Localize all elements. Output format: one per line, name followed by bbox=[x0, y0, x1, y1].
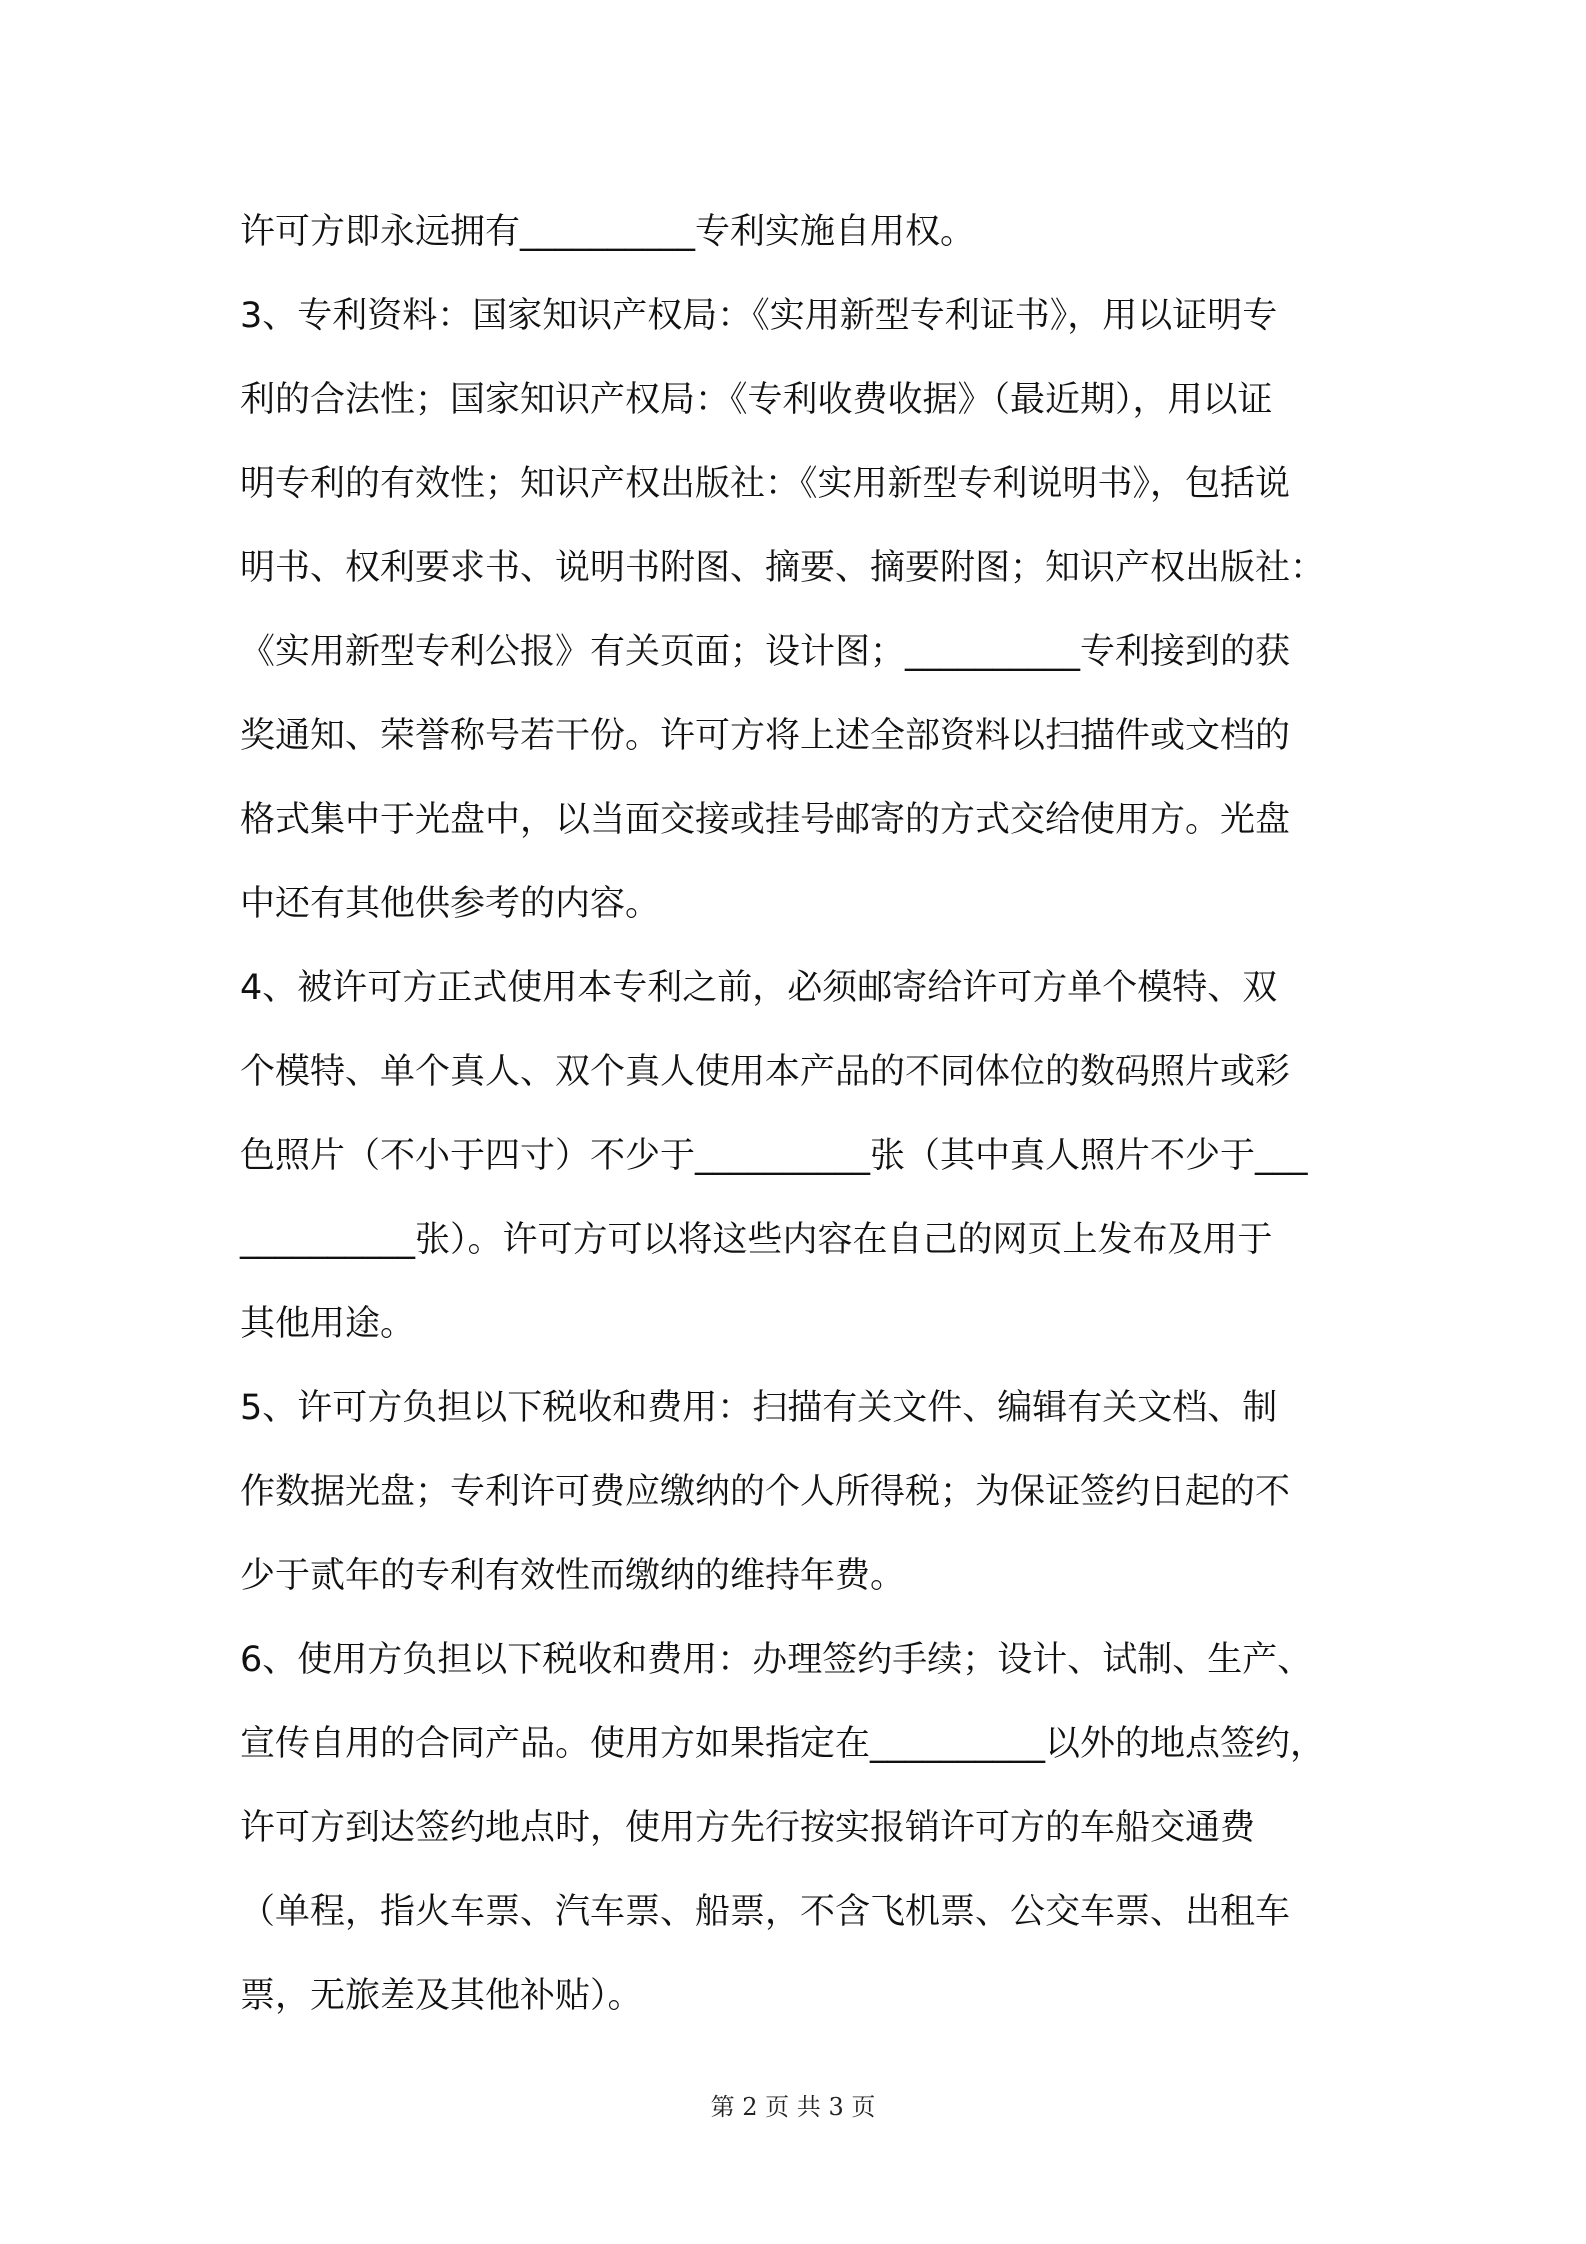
text-line: 明专利的有效性；知识产权出版社：《实用新型专利说明书》，包括说 bbox=[240, 464, 1291, 504]
text-line: 格式集中于光盘中，以当面交接或挂号邮寄的方式交给使用方。光盘 bbox=[240, 800, 1291, 840]
text-line: 明书、权利要求书、说明书附图、摘要、摘要附图；知识产权出版社： bbox=[240, 548, 1326, 588]
text-line: 5、许可方负担以下税收和费用：扫描有关文件、编辑有关文档、制 bbox=[240, 1388, 1278, 1428]
text-line: 少于贰年的专利有效性而缴纳的维持年费。 bbox=[240, 1556, 906, 1596]
text-line: 利的合法性；国家知识产权局：《专利收费收据》（最近期），用以证 bbox=[240, 380, 1273, 420]
text-line: 4、被许可方正式使用本专利之前，必须邮寄给许可方单个模特、双 bbox=[240, 968, 1278, 1008]
text-line: 中还有其他供参考的内容。 bbox=[240, 884, 661, 924]
text-line: （单程，指火车票、汽车票、船票，不含飞机票、公交车票、出租车 bbox=[240, 1892, 1291, 1932]
text-line: 3、专利资料：国家知识产权局：《实用新型专利证书》，用以证明专 bbox=[240, 296, 1278, 336]
text-line: 作数据光盘；专利许可费应缴纳的个人所得税；为保证签约日起的不 bbox=[240, 1472, 1291, 1512]
text-line: 票，无旅差及其他补贴）。 bbox=[240, 1976, 643, 2016]
text-line: 许可方即永远拥有__________专利实施自用权。 bbox=[240, 212, 976, 252]
text-line: 个模特、单个真人、双个真人使用本产品的不同体位的数码照片或彩 bbox=[240, 1052, 1291, 1092]
text-line: 6、使用方负担以下税收和费用：办理签约手续；设计、试制、生产、 bbox=[240, 1640, 1313, 1680]
document-body bbox=[240, 190, 1348, 2038]
text-line: 其他用途。 bbox=[240, 1304, 416, 1344]
text-line: 奖通知、荣誉称号若干份。许可方将上述全部资料以扫描件或文档的 bbox=[240, 716, 1291, 756]
text-line: __________张）。许可方可以将这些内容在自己的网页上发布及用于 bbox=[240, 1220, 1273, 1260]
text-line: 许可方到达签约地点时，使用方先行按实报销许可方的车船交通费 bbox=[240, 1808, 1256, 1848]
page-number-footer: 第 2 页 共 3 页 bbox=[710, 2093, 876, 2121]
text-line: 宣传自用的合同产品。使用方如果指定在__________以外的地点签约， bbox=[240, 1724, 1326, 1764]
text-line: 《实用新型专利公报》有关页面；设计图；__________专利接到的获 bbox=[240, 632, 1291, 672]
text-line: 色照片（不小于四寸）不少于__________张（其中真人照片不少于___ bbox=[240, 1136, 1308, 1176]
